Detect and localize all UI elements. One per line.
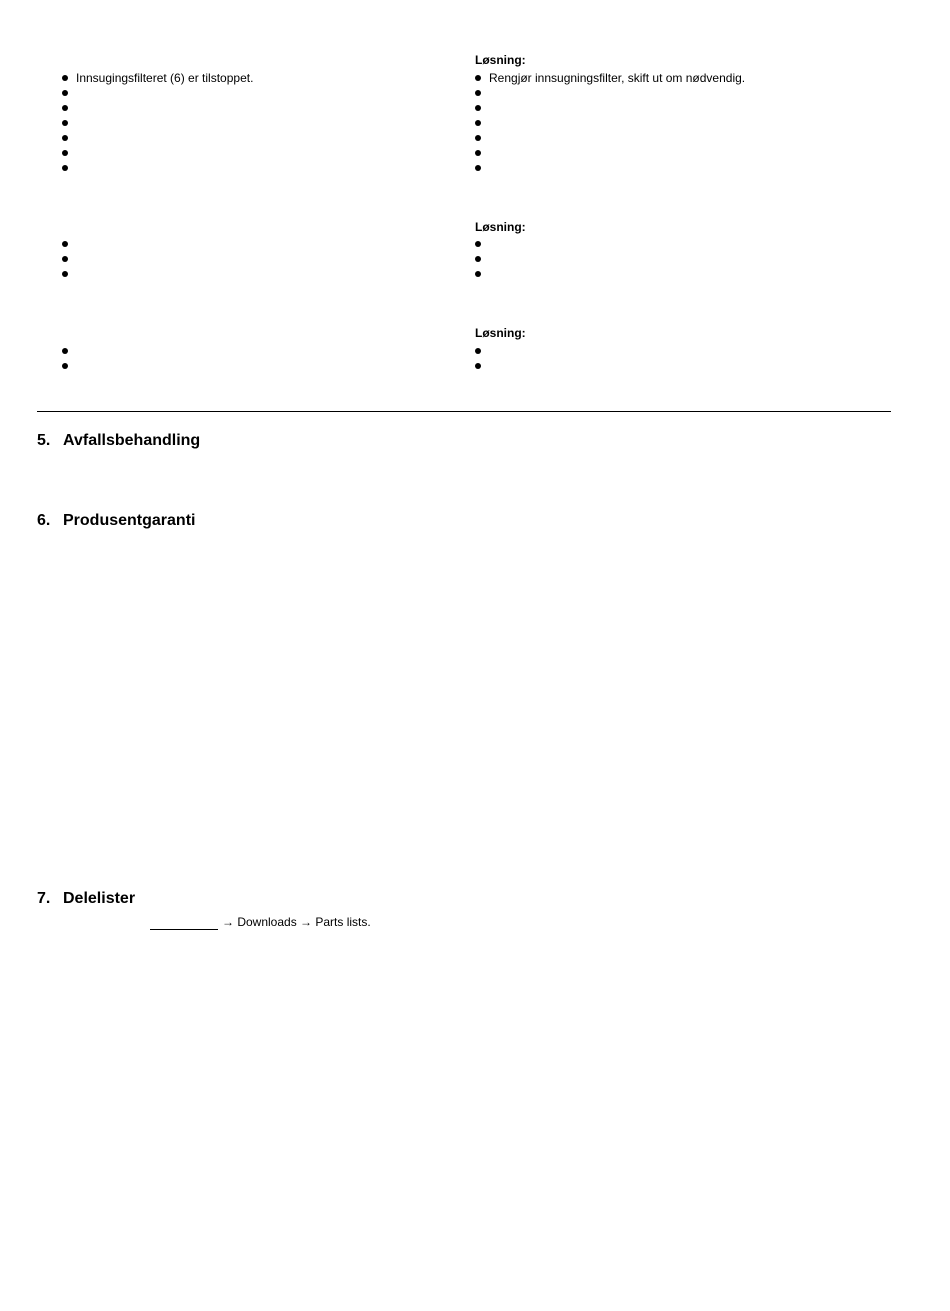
- section-heading-parts-lists: [37, 890, 135, 908]
- section-heading-warranty: [37, 512, 195, 530]
- cause-item: [62, 237, 76, 252]
- bullet-icon: [475, 75, 481, 81]
- cause-item: [62, 344, 76, 359]
- solution-heading: Løsning:: [475, 326, 526, 340]
- solution-item: [475, 101, 745, 116]
- bullet-icon: [475, 241, 481, 247]
- cause-item: [62, 116, 253, 131]
- solution-item: [475, 146, 745, 161]
- bullet-icon: [475, 150, 481, 156]
- cause-text: Innsugingsfilteret (6) er tilstoppet.: [76, 71, 254, 85]
- cause-item: [62, 146, 253, 161]
- section-number: 5.: [37, 432, 51, 449]
- bullet-icon: [475, 363, 481, 369]
- cause-item: [62, 267, 76, 282]
- website-link[interactable]: [150, 915, 218, 930]
- bullet-icon: [475, 135, 481, 141]
- solution-list: [475, 344, 489, 374]
- cause-list: [62, 344, 76, 374]
- solution-item: [475, 86, 745, 101]
- bullet-icon: [62, 363, 68, 369]
- cause-item: [62, 359, 76, 374]
- solution-item: [475, 237, 489, 252]
- cause-item: [62, 131, 253, 146]
- cause-item: [62, 101, 253, 116]
- parts-lists-path-text: → Downloads → Parts lists.: [222, 915, 371, 929]
- cause-item: [62, 252, 76, 267]
- bullet-icon: [475, 348, 481, 354]
- solution-item: [475, 116, 745, 131]
- bullet-icon: [62, 271, 68, 277]
- cause-item: [62, 71, 253, 86]
- section-title: Delelister: [63, 890, 136, 907]
- bullet-icon: [62, 348, 68, 354]
- cause-item: [62, 161, 253, 176]
- bullet-icon: [475, 90, 481, 96]
- solution-item: [475, 131, 745, 146]
- section-title: Produsentgaranti: [63, 512, 196, 529]
- solution-item: [475, 71, 745, 86]
- bullet-icon: [475, 271, 481, 277]
- solution-item: [475, 359, 489, 374]
- cause-list: [62, 71, 253, 176]
- bullet-icon: [62, 150, 68, 156]
- cause-list: [62, 237, 76, 282]
- section-number: 6.: [37, 512, 51, 529]
- section-divider: [37, 411, 891, 412]
- bullet-icon: [62, 241, 68, 247]
- section-title: Avfallsbehandling: [63, 432, 201, 449]
- solution-list: [475, 71, 745, 176]
- bullet-icon: [475, 105, 481, 111]
- solution-item: [475, 252, 489, 267]
- bullet-icon: [62, 256, 68, 262]
- solution-heading: Løsning:: [475, 220, 526, 234]
- solution-item: [475, 267, 489, 282]
- bullet-icon: [62, 135, 68, 141]
- solution-heading: Løsning:: [475, 53, 526, 67]
- cause-item: [62, 86, 253, 101]
- section-heading-waste: [37, 432, 200, 450]
- bullet-icon: [62, 165, 68, 171]
- bullet-icon: [475, 165, 481, 171]
- solution-text: Rengjør innsugningsfilter, skift ut om nødvendig.: [489, 71, 746, 85]
- bullet-icon: [62, 105, 68, 111]
- bullet-icon: [62, 90, 68, 96]
- solution-item: [475, 344, 489, 359]
- section-number: 7.: [37, 890, 51, 907]
- bullet-icon: [62, 75, 68, 81]
- bullet-icon: [62, 120, 68, 126]
- bullet-icon: [475, 256, 481, 262]
- solution-item: [475, 161, 745, 176]
- parts-lists-path: [150, 915, 371, 930]
- bullet-icon: [475, 120, 481, 126]
- solution-list: [475, 237, 489, 282]
